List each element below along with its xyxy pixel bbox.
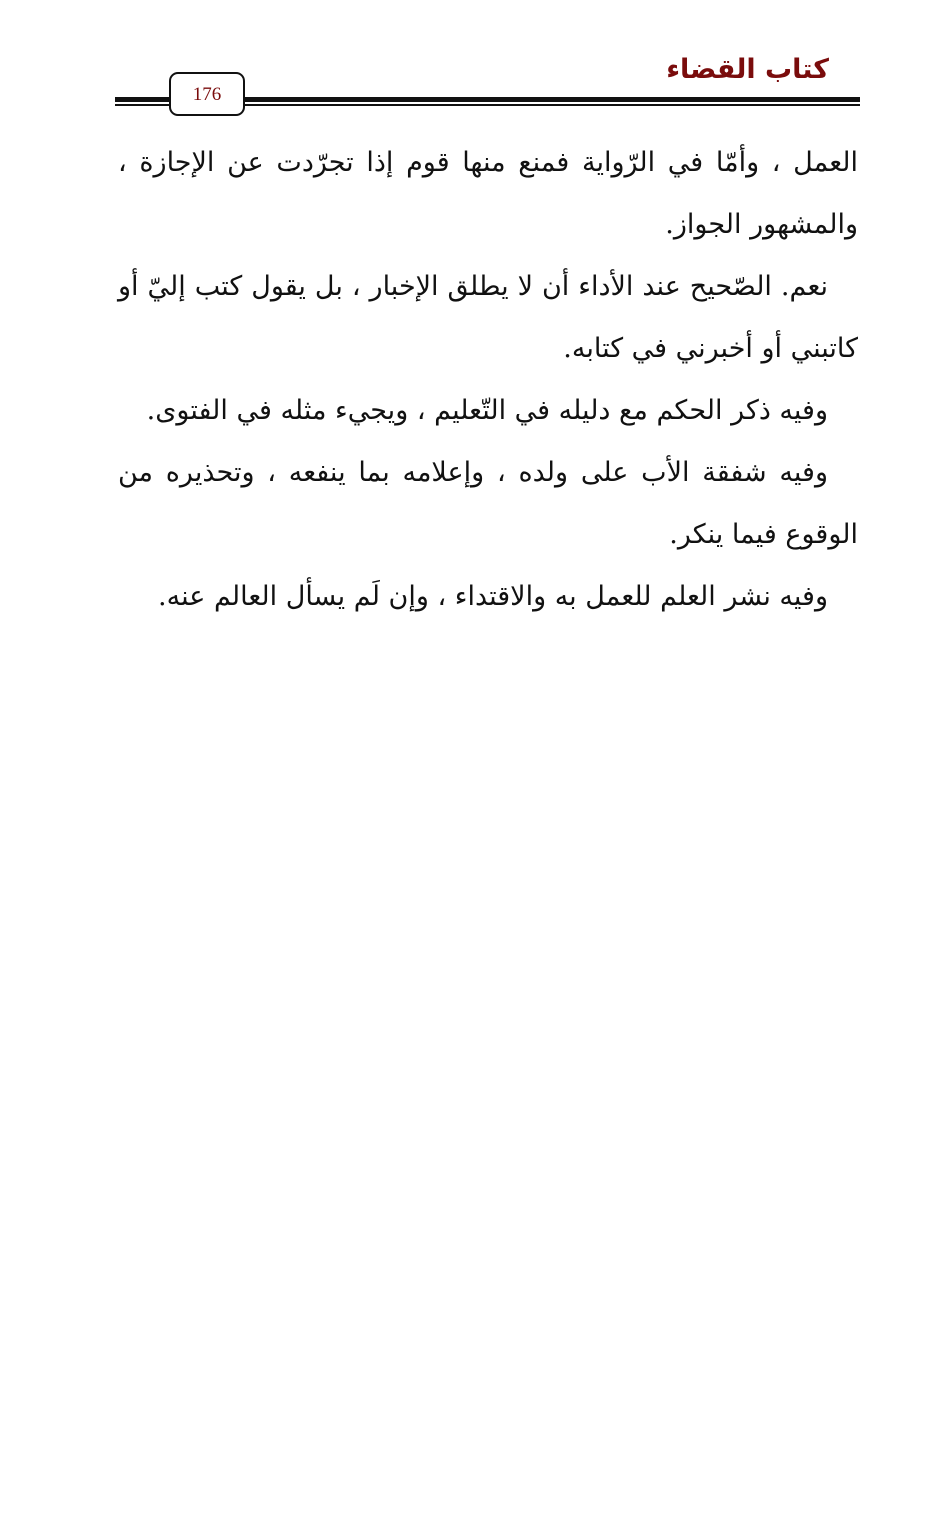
page-body [118,132,858,628]
paragraph-4: وفيه شفقة الأب على ولده ، وإعلامه بما ينفعه ، وتحذيره من الوقوع فيما ينكر. [118,457,858,550]
paragraph-3: وفيه ذكر الحكم مع دليله في التّعليم ، ويجيء مثله في الفتوى. [146,395,828,426]
paragraph-2: نعم. الصّحيح عند الأداء أن لا يطلق الإخبار ، بل يقول كتب إليّ أو كاتبني أو أخبرني في كتابه. [118,271,858,364]
page-number-box [169,72,245,116]
paragraph-5: وفيه نشر العلم للعمل به والاقتداء ، وإن لَم يسأل العالم عنه. [158,581,828,612]
page-number: 176 [192,83,222,105]
page-header [0,0,945,130]
paragraph-1: العمل ، وأمّا في الرّواية فمنع منها قوم إذا تجرّدت عن الإجازة ، والمشهور الجواز. [118,147,858,240]
chapter-title: كتاب القضاء [666,54,829,85]
